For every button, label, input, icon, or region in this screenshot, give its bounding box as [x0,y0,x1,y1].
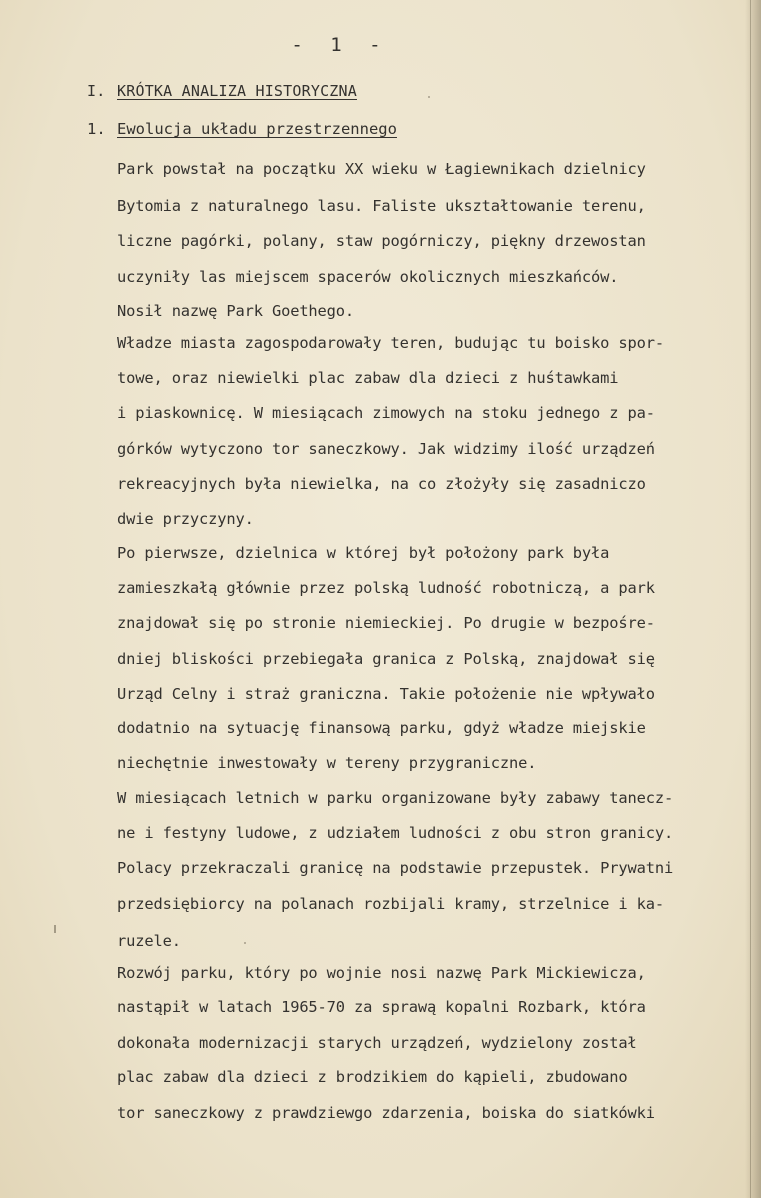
text-line: Polacy przekraczali granicę na podstawie przepustek. Prywatni [117,859,674,877]
text-line: dwie przyczyny. [117,510,254,528]
text-line: dniej bliskości przebiegała granica z Polską, znajdował się [117,650,655,668]
text-line: Rozwój parku, który po wojnie nosi nazwę Park Mickiewicza, [117,964,646,982]
text-line: W miesiącach letnich w parku organizowane były zabawy tanecz- [117,789,674,807]
text-line: Urząd Celny i straż graniczna. Takie położenie nie wpływało [117,685,655,703]
text-line: plac zabaw dla dzieci z brodzikiem do kąpieli, zbudowano [117,1068,628,1086]
paper-speck [428,96,430,98]
text-line: Po pierwsze, dzielnica w której był położony park była [117,544,610,562]
text-line: przedsiębiorcy na polanach rozbijali kramy, strzelnice i ka- [117,895,664,913]
text-line: i piaskownicę. W miesiącach zimowych na stoku jednego z pa- [117,404,655,422]
subsection-number: 1. [87,120,106,138]
text-line: nastąpił w latach 1965-70 za sprawą kopalni Rozbark, która [117,998,646,1016]
text-line: górków wytyczono tor saneczkowy. Jak widzimy ilość urządzeń [117,440,655,458]
subsection-title: Ewolucja układu przestrzennego [117,120,397,138]
paper-speck [244,942,246,944]
text-line: Nosił nazwę Park Goethego. [117,302,355,320]
text-line: znajdował się po stronie niemieckiej. Po drugie w bezpośre- [117,614,655,632]
text-line: ruzele. [117,932,181,950]
text-line: niechętnie inwestowały w tereny przygraniczne. [117,754,537,772]
text-line: zamieszkałą głównie przez polską ludność robotniczą, a park [117,579,655,597]
text-line: Park powstał na początku XX wieku w Łagiewnikach dzielnicy [117,160,646,178]
text-line: Władze miasta zagospodarowały teren, budując tu boisko spor- [117,334,664,352]
text-line: Bytomia z naturalnego lasu. Faliste ukształtowanie terenu, [117,197,646,215]
text-line: tor saneczkowy z prawdziewgo zdarzenia, boiska do siatkówki [117,1104,655,1122]
text-line: towe, oraz niewielki plac zabaw dla dzieci z huśtawkami [117,369,619,387]
section-title: KRÓTKA ANALIZA HISTORYCZNA [117,82,357,100]
text-line: ne i festyny ludowe, z udziałem ludności z obu stron granicy. [117,824,674,842]
page-number: - 1 - [291,34,389,56]
text-line: dokonała modernizacji starych urządzeń, wydzielony został [117,1034,637,1052]
text-line: uczyniły las miejscem spacerów okolicznych mieszkańców. [117,268,619,286]
text-line: rekreacyjnych była niewielka, na co złożyły się zasadniczo [117,475,646,493]
section-number: I. [87,82,106,100]
paper-speck [54,925,56,933]
text-line: dodatnio na sytuację finansową parku, gdyż władze miejskie [117,719,646,737]
text-line: liczne pagórki, polany, staw pogórniczy, piękny drzewostan [117,232,646,250]
